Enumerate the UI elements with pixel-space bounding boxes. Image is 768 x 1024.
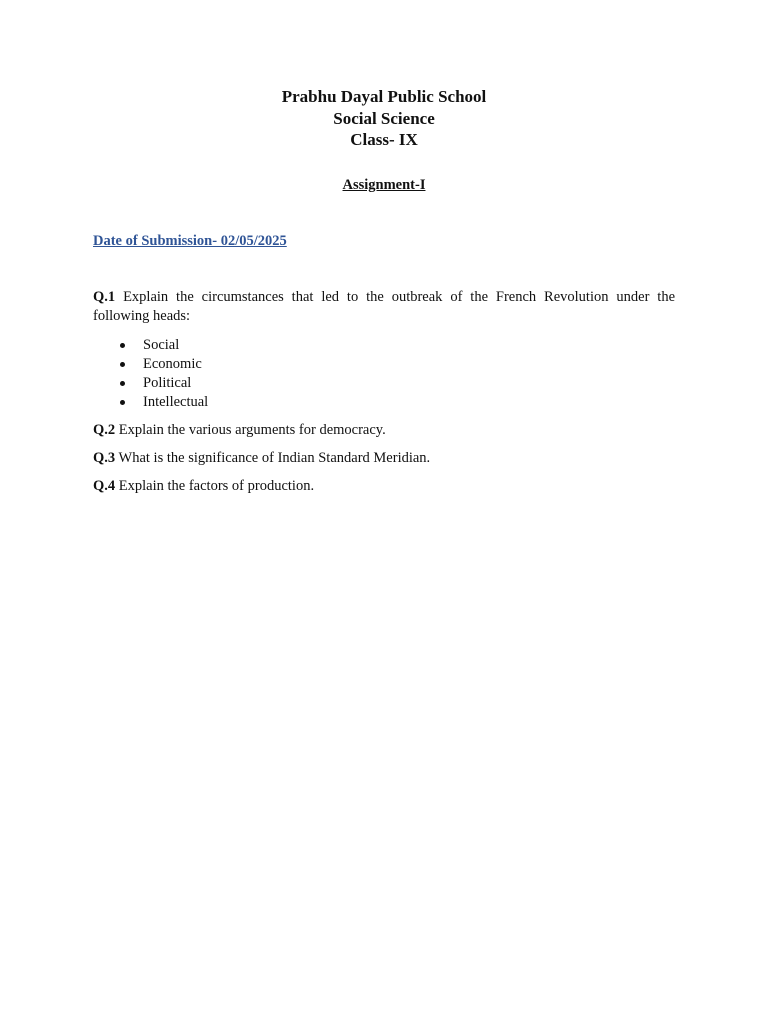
question-1-text-continued: following heads:	[93, 307, 191, 324]
head-label: Political	[143, 375, 192, 391]
head-label: Economic	[143, 356, 202, 372]
question-3	[93, 449, 430, 468]
question-3-text: What is the significance of Indian Standard Meridian.	[118, 450, 431, 466]
question-4-number: Q.4	[93, 478, 116, 494]
question-1	[93, 288, 675, 325]
question-2-number: Q.2	[93, 422, 116, 438]
bullet-icon	[120, 400, 125, 405]
school-name: Prabhu Dayal Public School	[281, 87, 487, 106]
question-2-text: Explain the various arguments for democracy.	[118, 422, 386, 438]
question-4-text: Explain the factors of production.	[118, 478, 315, 494]
subject-name: Social Science	[333, 108, 435, 128]
submission-date: Date of Submission- 02/05/2025	[93, 233, 287, 249]
list-item	[93, 393, 208, 412]
bullet-icon	[120, 343, 125, 348]
question-1-text: Explain the circumstances that led to the outbreak of the French Revolution under the	[123, 289, 676, 305]
question-1-line-1	[93, 288, 675, 307]
bullet-icon	[120, 362, 125, 367]
question-2	[93, 421, 386, 440]
question-1-heads-list	[93, 336, 208, 412]
question-1-number: Q.1	[93, 289, 116, 305]
head-label: Social	[143, 337, 180, 353]
question-4	[93, 477, 314, 496]
bullet-icon	[120, 381, 125, 386]
assignment-title: Assignment-I	[342, 177, 426, 193]
list-item	[93, 336, 208, 355]
list-item	[93, 374, 208, 393]
document-header	[0, 86, 768, 151]
list-item	[93, 355, 208, 374]
head-label: Intellectual	[143, 394, 209, 410]
class-name: Class- IX	[350, 130, 418, 149]
question-3-number: Q.3	[93, 450, 116, 466]
